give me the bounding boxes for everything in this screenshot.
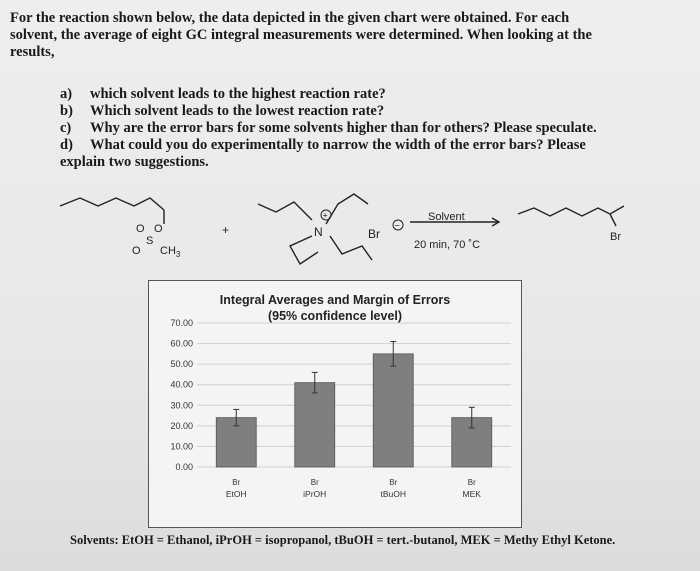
bar-chart [149, 281, 521, 527]
x-tick-prefix: Br [310, 478, 319, 487]
intro-line-3: results, [10, 44, 55, 60]
y-tick-label: 50.00 [170, 359, 193, 370]
y-tick-label: 10.00 [170, 441, 193, 452]
mesyl-o1: O [136, 223, 145, 235]
alkyl-chain [60, 198, 164, 210]
ammonium-butyl-1 [258, 202, 312, 220]
mesyl-o2: O [154, 223, 163, 235]
ammonium-nitrogen: N [314, 225, 323, 239]
y-tick-label: 40.00 [170, 379, 193, 390]
question-a [60, 86, 670, 103]
reaction-scheme [50, 188, 670, 270]
ammonium-butyl-2 [326, 194, 368, 224]
mesyl-s: S [146, 235, 154, 247]
chart-panel [148, 280, 522, 528]
intro-line-1: For the reaction shown below, the data depicted in the given chart were obtained. For each [10, 10, 570, 26]
question-label: d) [60, 137, 73, 153]
question-label: c) [60, 120, 72, 136]
question-list [60, 86, 670, 171]
bar [373, 354, 413, 467]
plus-sign: + [222, 223, 230, 237]
y-tick-label: 70.00 [170, 318, 193, 328]
product-chain [518, 206, 624, 216]
intro-paragraph [10, 10, 680, 61]
x-tick-prefix: Br [389, 478, 398, 487]
y-tick-label: 30.00 [170, 400, 193, 411]
product-bromine: Br [610, 231, 621, 243]
bromide: Br [368, 227, 380, 241]
solvent-legend-footnote: Solvents: EtOH = Ethanol, iPrOH = isopropanol, tBuOH = tert.-butanol, MEK = Methy Ethyl Ketone. [70, 533, 616, 547]
question-b [60, 103, 670, 120]
chart-title: Integral Averages and Margin of Errors [219, 293, 451, 307]
question-label: a) [60, 86, 73, 102]
chart-subtitle: (95% confidence level) [267, 309, 403, 323]
y-tick-label: 0.00 [175, 462, 193, 472]
question-text: Why are the error bars for some solvents higher than for others? Please speculate. [90, 120, 597, 136]
question-label: b) [60, 103, 73, 119]
question-c [60, 120, 670, 137]
question-text: which solvent leads to the highest reaction rate? [90, 86, 386, 102]
x-tick-label: tBuOH [380, 489, 407, 499]
intro-line-2: solvent, the average of eight GC integral measurements were determined. When looking at the [10, 27, 592, 43]
arrow-condition-solvent: Solvent [428, 211, 465, 223]
x-tick-label: MEK [462, 489, 481, 499]
y-tick-label: 60.00 [170, 338, 193, 349]
bromide-charge: − [394, 220, 400, 231]
bar [295, 383, 335, 467]
mesyl-o3: O [132, 245, 141, 257]
x-tick-prefix: Br [467, 478, 476, 487]
y-tick-label: 20.00 [170, 420, 193, 431]
ammonium-butyl-4 [330, 236, 372, 260]
question-d [60, 137, 670, 154]
arrow-condition-time-temp: 20 min, 70 ˚C [414, 239, 481, 251]
mesyl-ch3: $CH_3$ [160, 245, 181, 259]
x-tick-label: iPrOH [303, 489, 327, 499]
question-d-continuation: explain two suggestions. [60, 154, 209, 170]
ammonium-butyl-3 [290, 236, 318, 264]
ammonium-charge: + [322, 210, 328, 221]
question-text: What could you do experimentally to narrow the width of the error bars? Please [90, 137, 586, 153]
question-text: Which solvent leads to the lowest reaction rate? [90, 103, 385, 119]
x-tick-label: EtOH [225, 489, 247, 499]
x-tick-prefix: Br [232, 478, 241, 487]
